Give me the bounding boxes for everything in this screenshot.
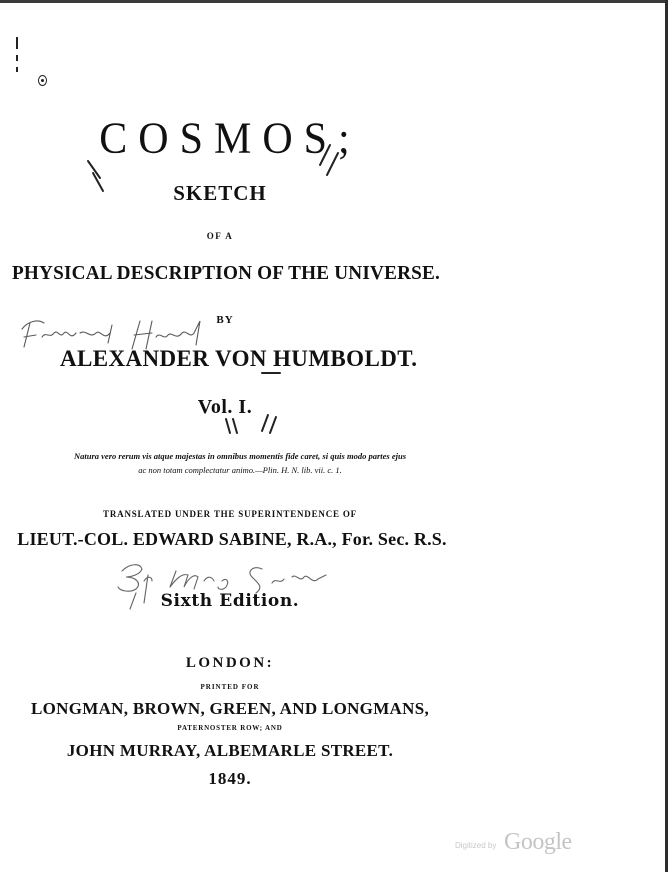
latin-motto-line-2: ac non totam complectatur animo.—Plin. H. N. lib. vii. c. 1. bbox=[138, 465, 342, 475]
by-label: BY bbox=[216, 314, 234, 326]
publisher-1: LONGMAN, BROWN, GREEN, AND LONGMANS, bbox=[30, 699, 430, 718]
author-name: ALEXANDER VON HUMBOLDT. bbox=[60, 346, 418, 371]
margin-mark bbox=[16, 37, 18, 49]
google-watermark: Google bbox=[504, 829, 572, 855]
publisher-2: JOHN MURRAY, ALBEMARLE STREET. bbox=[66, 741, 394, 760]
printed-for-label: PRINTED FOR bbox=[200, 683, 260, 691]
title-connector: OF A bbox=[206, 231, 234, 241]
translated-label: TRANSLATED UNDER THE SUPERINTENDENCE OF bbox=[103, 509, 357, 519]
margin-mark bbox=[16, 67, 18, 72]
publication-year: 1849. bbox=[208, 769, 252, 788]
book-subtitle: SKETCH bbox=[173, 181, 267, 205]
margin-mark bbox=[16, 55, 18, 61]
publisher-1-address: PATERNOSTER ROW; AND bbox=[177, 724, 283, 732]
book-description: PHYSICAL DESCRIPTION OF THE UNIVERSE. bbox=[12, 262, 440, 284]
handwritten-name-signature bbox=[22, 321, 200, 349]
book-page bbox=[0, 3, 665, 872]
edition-label: Sixth Edition. bbox=[160, 591, 300, 611]
book-title: COSMOS; bbox=[99, 114, 361, 164]
translator-name: LIEUT.-COL. EDWARD SABINE, R.A., For. Sec. R.S. bbox=[17, 529, 447, 549]
digitized-by-label: Digitized by bbox=[455, 841, 497, 850]
latin-motto-line-1: Natura vero rerum vis atque majestas in omnibus momentis fide caret, si quis modo partes ejus bbox=[74, 451, 406, 461]
volume-label: Vol. I. bbox=[197, 396, 253, 418]
publication-city: LONDON: bbox=[185, 655, 275, 671]
library-stamp-icon bbox=[38, 75, 47, 86]
